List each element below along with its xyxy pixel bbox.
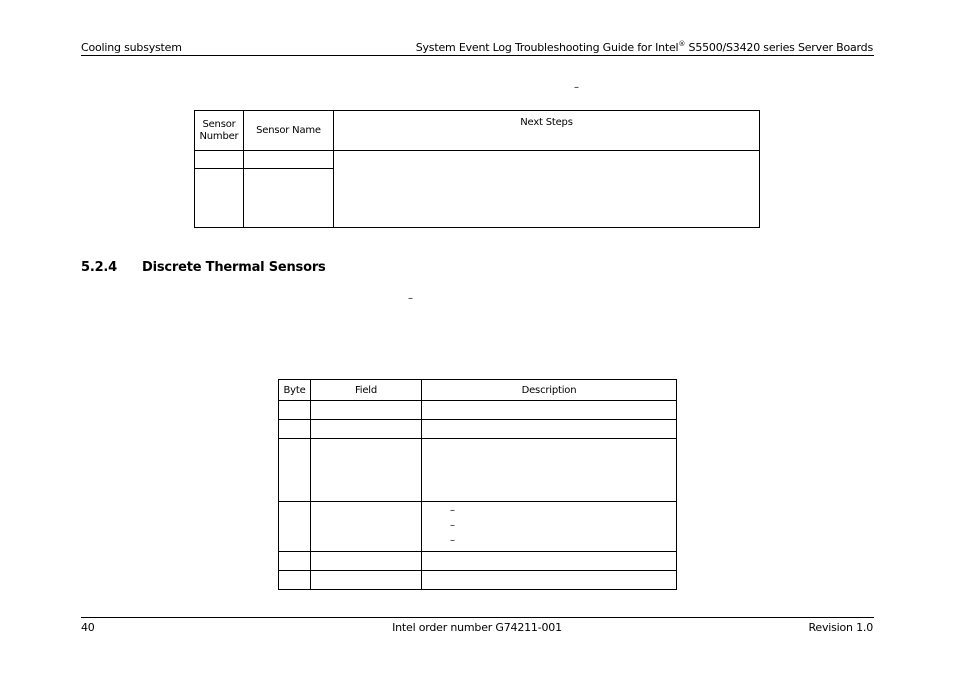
table-cell [422, 439, 677, 502]
registered-mark: ® [678, 40, 686, 48]
table-cell [244, 151, 334, 169]
revision: Revision 1.0 [808, 621, 873, 634]
table-cell [195, 169, 244, 228]
running-header-title [416, 41, 873, 54]
table-cell [244, 169, 334, 228]
col-header-sensor-number: Sensor Number [195, 111, 244, 151]
table-cell [279, 439, 311, 502]
list-dash: – [450, 535, 455, 546]
list-dash: – [450, 505, 455, 516]
table-cell [311, 552, 422, 571]
col-header-byte: Byte [279, 380, 311, 401]
col-header-sensor-name: Sensor Name [244, 111, 334, 151]
table-cell [279, 401, 311, 420]
section-title: Discrete Thermal Sensors [142, 260, 326, 275]
table-cell [279, 502, 311, 552]
header-rule [81, 55, 874, 56]
table-cell [422, 401, 677, 420]
text-dash: – [574, 82, 579, 93]
list-dash: – [450, 520, 455, 531]
guide-title-prefix: System Event Log Troubleshooting Guide for Intel [415, 41, 679, 54]
table-header-row [195, 111, 760, 151]
table-cell [279, 571, 311, 590]
section-heading [81, 260, 326, 275]
table-row [195, 151, 760, 169]
text-dash: – [408, 293, 413, 304]
table-cell [311, 420, 422, 439]
order-number: Intel order number G74211-001 [392, 621, 562, 634]
field-table [278, 379, 677, 590]
table-cell [422, 571, 677, 590]
sensor-table [194, 110, 760, 228]
table-cell [195, 151, 244, 169]
table-cell [279, 420, 311, 439]
table-row [279, 439, 677, 502]
col-header-next-steps: Next Steps [334, 111, 760, 151]
table-cell [311, 571, 422, 590]
table-cell [311, 401, 422, 420]
table-row [279, 401, 677, 420]
table-row [279, 571, 677, 590]
col-header-field: Field [311, 380, 422, 401]
table-header-row [279, 380, 677, 401]
section-number: 5.2.4 [81, 260, 118, 275]
col-header-description: Description [422, 380, 677, 401]
guide-title-suffix: S5500/S3420 series Server Boards [685, 41, 873, 54]
table-row [279, 420, 677, 439]
table-cell [279, 552, 311, 571]
table-cell [422, 502, 677, 552]
table-cell [311, 439, 422, 502]
table-cell [311, 502, 422, 552]
table-cell [422, 420, 677, 439]
table-row [279, 502, 677, 552]
page-number: 40 [81, 621, 95, 634]
footer-rule [81, 617, 874, 618]
table-cell [422, 552, 677, 571]
table-row [279, 552, 677, 571]
running-header-section: Cooling subsystem [81, 41, 182, 54]
table-cell [334, 151, 760, 228]
